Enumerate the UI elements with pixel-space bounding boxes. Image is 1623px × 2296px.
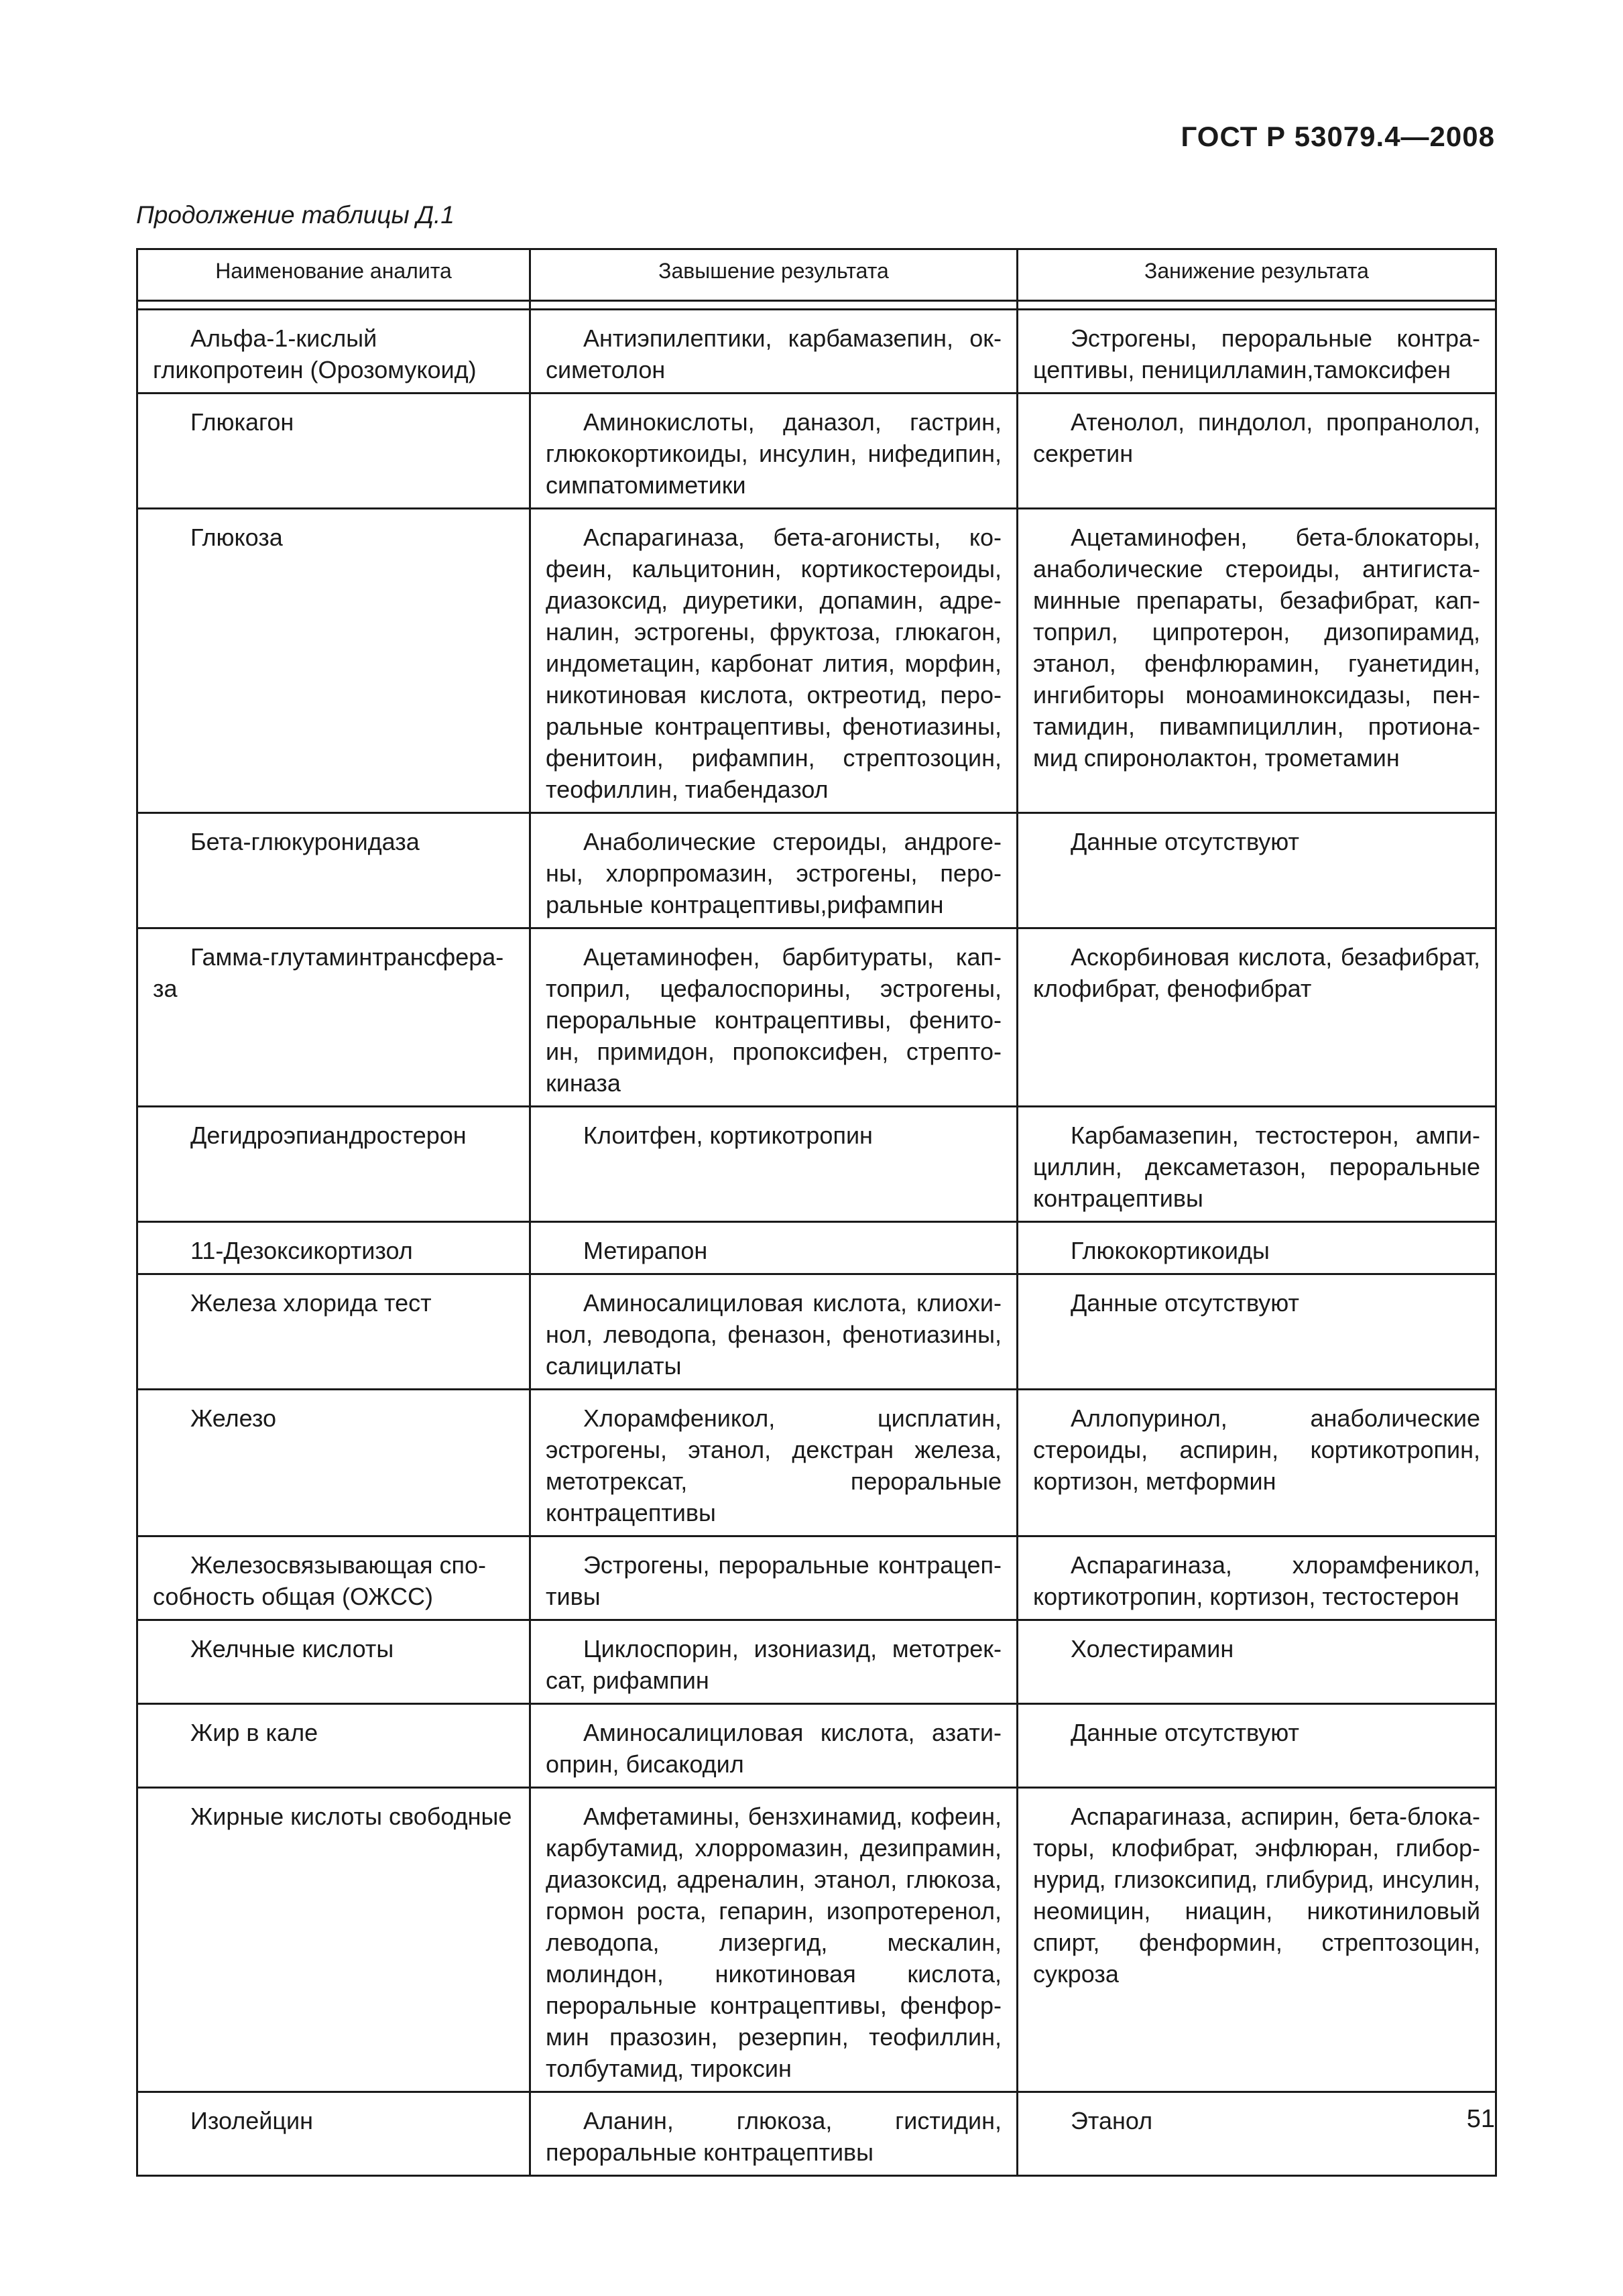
decrease-cell-text: Данные отсутствуют xyxy=(1071,1719,1299,1746)
table-row xyxy=(137,1704,1496,1788)
analyte-cell xyxy=(137,1788,530,2092)
decrease-cell xyxy=(1018,1107,1496,1222)
analyte-cell-text: Железо xyxy=(190,1404,276,1432)
analyte-cell xyxy=(137,509,530,813)
spacer-cell xyxy=(137,301,530,310)
decrease-cell-text: Карбамазепин, тестостерон, ампициллин, дексаметазон, пероральные контрацептивы xyxy=(1033,1122,1480,1212)
analyte-cell-text: Дегидроэпиандростерон xyxy=(190,1122,467,1149)
table-row xyxy=(137,1620,1496,1704)
analyte-cell xyxy=(137,1620,530,1704)
increase-cell xyxy=(530,310,1018,394)
analyte-cell-text: Желчные кислоты xyxy=(190,1635,394,1663)
table-row xyxy=(137,310,1496,394)
table-row xyxy=(137,1536,1496,1620)
decrease-cell xyxy=(1018,928,1496,1107)
increase-cell-text: Амфетамины, бензхинамид, кофеин, карбутамид, хлорромазин, дезипрамин, диазоксид, адреналин, этанол, глюкоза, гормон роста, гепарин, изопротеренол, леводопа, лизергид, мескалин, молиндон, никотиновая кислота, пероральные контрацептивы, фенформин празозин, резерпин, теофиллин, толбутамид, тироксин xyxy=(546,1803,1002,2082)
increase-cell-text: Аланин, глюкоза, гистидин, пероральные контрацептивы xyxy=(546,2107,1002,2166)
increase-cell xyxy=(530,394,1018,509)
spacer-cell xyxy=(1018,301,1496,310)
page-number: 51 xyxy=(1466,2105,1495,2133)
decrease-cell xyxy=(1018,1222,1496,1274)
increase-cell-text: Аминосалициловая кислота, азатиоприн, бисакодил xyxy=(546,1719,1002,1778)
increase-cell xyxy=(530,509,1018,813)
decrease-cell xyxy=(1018,394,1496,509)
column-header-analyte: Наименование аналита xyxy=(137,249,530,301)
decrease-cell xyxy=(1018,509,1496,813)
decrease-cell xyxy=(1018,310,1496,394)
table-row xyxy=(137,1274,1496,1390)
decrease-cell-text: Аспарагиназа, аспирин, бета-блокаторы, клофибрат, энфлюран, глиборнурид, глизоксипид, глибурид, инсулин, неомицин, ниацин, никотиниловый спирт, фенформин, стрептозоцин, сукроза xyxy=(1033,1803,1480,1988)
table-row xyxy=(137,813,1496,928)
column-header-increase: Завышение результата xyxy=(530,249,1018,301)
increase-cell xyxy=(530,1274,1018,1390)
increase-cell-text: Аминосалициловая кислота, клиохинол, леводопа, феназон, фенотиазины, салицилаты xyxy=(546,1289,1002,1380)
increase-cell-text: Ацетаминофен, барбитураты, каптоприл, цефалоспорины, эстрогены, пероральные контрацептивы, фенитоин, примидон, пропоксифен, стрептокиназа xyxy=(546,943,1002,1097)
table-body xyxy=(137,301,1496,2176)
decrease-cell-text: Эстрогены, пероральные контрацептивы, пеницилламин,тамоксифен xyxy=(1033,324,1480,383)
decrease-cell-text: Данные отсутствуют xyxy=(1071,1289,1299,1317)
decrease-cell xyxy=(1018,2092,1496,2176)
decrease-cell xyxy=(1018,1704,1496,1788)
analyte-cell xyxy=(137,1536,530,1620)
decrease-cell xyxy=(1018,813,1496,928)
decrease-cell xyxy=(1018,1274,1496,1390)
spacer-cell xyxy=(530,301,1018,310)
decrease-cell-text: Атенолол, пиндолол, пропранолол, секретин xyxy=(1033,408,1480,467)
decrease-cell-text: Холестирамин xyxy=(1071,1635,1234,1663)
interference-table xyxy=(136,248,1497,2177)
analyte-cell-text: Альфа-1-кислый гликопротеин (Орозомукоид) xyxy=(153,324,477,383)
analyte-cell-text: Глюкагон xyxy=(190,408,294,436)
analyte-cell-text: Жир в кале xyxy=(190,1719,318,1746)
analyte-cell xyxy=(137,394,530,509)
analyte-cell-text: Изолейцин xyxy=(190,2107,313,2134)
column-header-decrease: Занижение результата xyxy=(1018,249,1496,301)
increase-cell-text: Аспарагиназа, бета-агонисты, кофеин, кальцитонин, кортикостероиды, диазоксид, диуретики, допамин, адреналин, эстрогены, фруктоза, глюкагон, индометацин, карбонат лития, морфин, никотиновая кислота, октреотид, пероральные контрацептивы, фенотиазины, фенитоин, рифампин, стрептозоцин, теофиллин, тиабендазол xyxy=(546,524,1002,803)
increase-cell xyxy=(530,1222,1018,1274)
analyte-cell-text: Железа хлорида тест xyxy=(190,1289,432,1317)
table-row xyxy=(137,394,1496,509)
decrease-cell-text: Аскорбиновая кислота, безафибрат, клофибрат, фенофибрат xyxy=(1033,943,1480,1002)
decrease-cell-text: Аспарагиназа, хлорамфеникол, кортикотропин, кортизон, тестостерон xyxy=(1033,1551,1480,1610)
table-continuation-caption: Продолжение таблицы Д.1 xyxy=(136,201,455,229)
analyte-cell xyxy=(137,2092,530,2176)
decrease-cell xyxy=(1018,1620,1496,1704)
analyte-cell xyxy=(137,1274,530,1390)
header-spacer-row xyxy=(137,301,1496,310)
decrease-cell xyxy=(1018,1390,1496,1536)
increase-cell-text: Анаболические стероиды, андрогены, хлорпромазин, эстрогены, пероральные контрацептивы,рифампин xyxy=(546,828,1002,918)
decrease-cell xyxy=(1018,1536,1496,1620)
table-row xyxy=(137,1107,1496,1222)
increase-cell-text: Антиэпилептики, карбамазепин, оксиметолон xyxy=(546,324,1002,383)
standard-header: ГОСТ Р 53079.4—2008 xyxy=(1181,121,1495,152)
decrease-cell-text: Данные отсутствуют xyxy=(1071,828,1299,855)
table-row xyxy=(137,1222,1496,1274)
analyte-cell xyxy=(137,310,530,394)
increase-cell-text: Клоитфен, кортикотропин xyxy=(583,1122,873,1149)
increase-cell xyxy=(530,1536,1018,1620)
table-row xyxy=(137,2092,1496,2176)
increase-cell-text: Аминокислоты, даназол, гастрин, глюкокортикоиды, инсулин, нифедипин, симпатомиметики xyxy=(546,408,1002,499)
decrease-cell-text: Глюкокортикоиды xyxy=(1071,1237,1270,1264)
increase-cell xyxy=(530,928,1018,1107)
decrease-cell xyxy=(1018,1788,1496,2092)
increase-cell xyxy=(530,1107,1018,1222)
analyte-cell-text: Глюкоза xyxy=(190,524,283,551)
increase-cell-text: Хлорамфеникол, цисплатин, эстрогены, этанол, декстран железа, метотрексат, пероральные контрацептивы xyxy=(546,1404,1002,1526)
increase-cell xyxy=(530,1788,1018,2092)
analyte-cell-text: Гамма-глутаминтрансфераза xyxy=(153,943,504,1002)
increase-cell-text: Эстрогены, пероральные контрацептивы xyxy=(546,1551,1002,1610)
table-row xyxy=(137,1788,1496,2092)
table-row xyxy=(137,509,1496,813)
analyte-cell xyxy=(137,1107,530,1222)
decrease-cell-text: Ацетаминофен, бета-блокаторы, анаболические стероиды, антигистаминные препараты, безафибрат, каптоприл, ципротерон, дизопирамид, этанол, фенфлюрамин, гуанетидин, ингибиторы моноаминоксидазы, пентамидин, пивампициллин, протионамид спиронолактон, трометамин xyxy=(1033,524,1480,772)
increase-cell-text: Циклоспорин, изониазид, метотрексат, рифампин xyxy=(546,1635,1002,1694)
table-row xyxy=(137,1390,1496,1536)
table-header-row xyxy=(137,249,1496,301)
analyte-cell xyxy=(137,928,530,1107)
analyte-cell xyxy=(137,813,530,928)
analyte-cell xyxy=(137,1222,530,1274)
increase-cell xyxy=(530,813,1018,928)
analyte-cell-text: Бета-глюкуронидаза xyxy=(190,828,420,855)
table-row xyxy=(137,928,1496,1107)
decrease-cell-text: Этанол xyxy=(1071,2107,1153,2134)
increase-cell xyxy=(530,1620,1018,1704)
analyte-cell-text: Жирные кислоты свободные xyxy=(190,1803,512,1830)
analyte-cell-text: 11-Дезоксикортизол xyxy=(190,1237,413,1264)
increase-cell xyxy=(530,2092,1018,2176)
analyte-cell xyxy=(137,1704,530,1788)
analyte-cell xyxy=(137,1390,530,1536)
increase-cell xyxy=(530,1390,1018,1536)
increase-cell-text: Метирапон xyxy=(583,1237,708,1264)
analyte-cell-text: Железосвязывающая способность общая (ОЖСС) xyxy=(153,1551,486,1610)
increase-cell xyxy=(530,1704,1018,1788)
decrease-cell-text: Аллопуринол, анаболические стероиды, аспирин, кортикотропин, кортизон, метформин xyxy=(1033,1404,1480,1495)
